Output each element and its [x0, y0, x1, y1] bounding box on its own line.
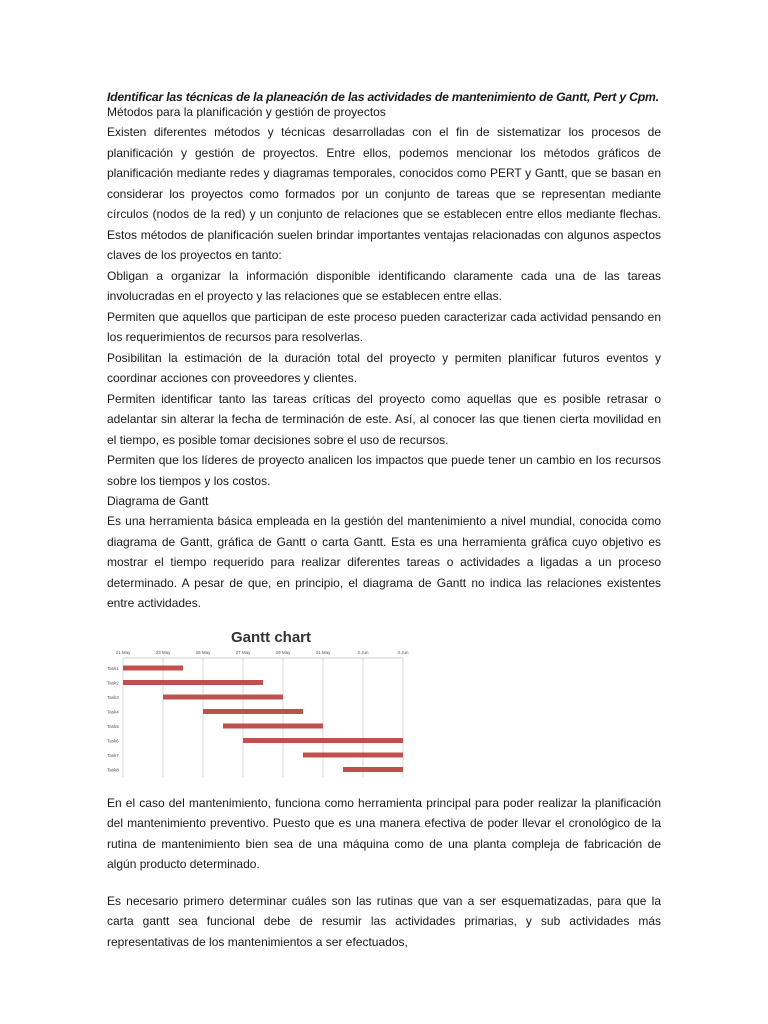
document-title: Identificar las técnicas de la planeación de las actividades de mantenimiento de Gantt, Pert y Cpm.	[107, 90, 659, 104]
gantt-paragraph: Es una herramienta básica empleada en la gestión del mantenimiento a nivel mundial, conocida como diagrama de Gantt, gráfica de Gantt o carta Gantt. Esta es una herramienta gráfica cuyo objetivo es mostrar el tiempo requerido para realizar diferentes tareas o actividades a ligadas a un proceso determinado. A pesar de que, en principio, el diagrama de Gantt no indica las relaciones existentes entre actividades.	[107, 514, 661, 610]
x-tick-label: 25 May	[195, 649, 211, 655]
y-category-label: Task4	[107, 709, 119, 714]
point-paragraph: Permiten que los líderes de proyecto analicen los impactos que puede tener un cambio en los recursos sobre los tiempos y los costos.	[107, 453, 661, 488]
document-subtitle: Métodos para la planificación y gestión de proyectos	[107, 105, 386, 119]
gantt-heading: Diagrama de Gantt	[107, 494, 209, 508]
gantt-bar	[163, 694, 283, 699]
x-tick-label: 21 May	[115, 649, 131, 655]
point-paragraph: Permiten identificar tanto las tareas críticas del proyecto como aquellas que es posible retrasar o adelantar sin alterar la fecha de terminación de este. Así, al conocer las que tienen cierta movilidad en el tiempo, es posible tomar decisiones sobre el uso de recursos.	[107, 391, 661, 447]
y-category-label: Task2	[107, 680, 119, 685]
point-paragraph: Posibilitan la estimación de la duración total del proyecto y permiten planificar futuros eventos y coordinar acciones con proveedores y clientes.	[107, 350, 661, 385]
maintenance-paragraph: En el caso del mantenimiento, funciona como herramienta principal para poder realizar la planificación del mantenimiento preventivo. Puesto que es una manera efectiva de poder llevar el cronológico de la rutina de mantenimiento bien sea de una máquina como de una planta compleja de fabricación de algún producto determinado.	[107, 795, 661, 871]
gantt-bar	[223, 723, 323, 728]
y-category-label: Task1	[107, 665, 119, 671]
gantt-bar	[203, 709, 303, 714]
y-category-label: Task6	[107, 738, 119, 743]
point-paragraph: Permiten que aquellos que participan de este proceso pueden caracterizar cada actividad pensando en los requerimientos de recursos para resolverlas.	[107, 309, 661, 344]
y-category-label: Task7	[107, 752, 119, 758]
y-category-label: Task3	[107, 694, 119, 700]
gantt-bar	[123, 665, 183, 670]
routines-paragraph: Es necesario primero determinar cuáles son las rutinas que van a ser esquematizadas, para que la carta gantt sea funcional debe de resumir las actividades primarias, y sub actividades más representativas de los mantenimientos a ser efectuados,	[107, 893, 661, 949]
spacer	[107, 777, 661, 793]
gantt-chart	[107, 622, 661, 777]
x-tick-label: 4 Jun	[397, 649, 409, 655]
intro-paragraph: Existen diferentes métodos y técnicas desarrolladas con el fin de sistematizar los procesos de planificación y gestión de proyectos. Entre ellos, podemos mencionar los métodos gráficos de planificación mediante redes y diagramas temporales, conocidos como PERT y Gantt, que se basan en considerar los proyectos como formados por un conjunto de tareas que se representan mediante círculos (nodos de la red) y un conjunto de relaciones que se establecen entre ellos mediante flechas. Estos métodos de planificación suelen brindar importantes ventajas relacionadas con algunos aspectos claves de los proyectos en tanto:	[107, 125, 661, 262]
spacer	[107, 875, 661, 891]
point-paragraph: Obligan a organizar la información disponible identificando claramente cada una de las tareas involucradas en el proyecto y las relaciones que se establecen entre ellas.	[107, 268, 661, 303]
gantt-bar	[243, 738, 403, 743]
gantt-bar	[303, 752, 403, 757]
gantt-bar	[343, 767, 403, 772]
document-page	[107, 90, 661, 952]
gantt-chart-svg	[107, 622, 661, 777]
x-tick-label: 27 May	[235, 649, 251, 655]
x-tick-label: 23 May	[155, 649, 171, 655]
x-tick-label: 2 Jun	[357, 649, 369, 655]
x-tick-label: 29 May	[275, 649, 291, 655]
chart-title: Gantt chart	[230, 628, 312, 646]
y-category-label: Task5	[107, 723, 119, 729]
x-tick-label: 31 May	[315, 649, 331, 655]
y-category-label: Task8	[107, 767, 119, 772]
gantt-bar	[123, 680, 263, 685]
